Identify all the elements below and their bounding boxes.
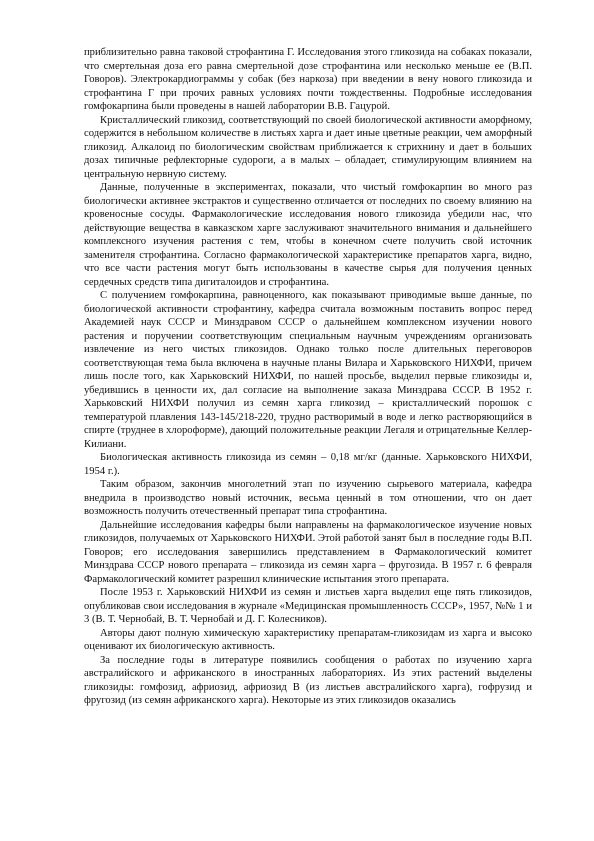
paragraph-7: Дальнейшие исследования кафедры были направлены на фармакологическое изучение новых гликозидов, получаемых от Харьковского НИХФИ. Этой работой занят был в последние годы В.П. Говоров; его исследования завершились представлением в Фармакологический комитет Минздрава СССР нового препарата – гликозида из семян харга – фругозида. В 1957 г. 6 февраля Фармакологический комитет разрешил клинические испытания этого препарата. — [84, 519, 532, 585]
paragraph-6: Таким образом, закончив многолетний этап по изучению сырьевого материала, кафедра внедрила в производство новый источник, весьма ценный в том отношении, что он дает возможность получить отечественный препарат типа строфантина. — [84, 479, 532, 517]
paragraph-4: С получением гомфокарпина, равноценного, как показывают приводимые выше данные, по биологической активности строфантину, кафедра считала возможным поставить вопрос перед Академией наук СССР и Минздравом СССР о дальнейшем комплексном изучении нового растения и поручении соответствующим специальным научным учреждениям организовать извлечение из него чистых гликозидов. Однако только после длительных переговоров соответствующая тема была включена в научные планы Вилара и Харьковского НИХФИ, причем лишь после того, как Харьковский НИХФИ, по нашей просьбе, выделил первые гликозиды и, убедившись в ценности их, дал согласие на выполнение заказа Минздрава СССР. В 1952 г. Харьковский НИХФИ получил из семян харга гликозид – кристаллический порошок с температурой плавления 143-145/218-220, трудно растворимый в воде и легко растворяющийся в спирте (труднее в хлороформе), дающий положительные реакции Легаля и отрицательные Келлер-Килиани. — [84, 290, 532, 450]
paragraph-3: Данные, полученные в экспериментах, показали, что чистый гомфокарпин во много раз биологически активнее экстрактов и существенно отличается от последних по своему влиянию на кровеносные сосуды. Фармакологические исследования нового гликозида убедили нас, что действующие вещества в кавказском харге заслуживают значительного внимания и дальнейшего комплексного изучения растения с тем, чтобы в конечном счете получить свой источник заменителя строфантина. Согласно фармакологической характеристике препаратов харга, видно, что все части растения могут быть использованы в качестве сырья для получения ценных сердечных средств типа дигиталоидов и строфантина. — [84, 182, 532, 288]
paragraph-10: За последние годы в литературе появились сообщения о работах по изучению харга австралийского и африканского в иностранных лабораториях. Из этих растений выделены гликозиды: гомфозид, африозид, африозид В (из листьев австралийского харга), гофрузид и фругозид (из семян африканского харга). Некоторые из этих гликозидов оказались — [84, 654, 532, 706]
paragraph-8: После 1953 г. Харьковский НИХФИ из семян и листьев харга выделил еще пять гликозидов, опубликовав свои исследования в журнале «Медицинская промышленность СССР», 1957, №№ 1 и 3 (В. Т. Чернобай, В. Т. Чернобай и Д. Г. Колесников). — [84, 587, 532, 625]
paragraph-9: Авторы дают полную химическую характеристику препаратам-гликозидам из харга и высоко оценивают их биологическую активность. — [84, 627, 532, 652]
paragraph-5: Биологическая активность гликозида из семян – 0,18 мг/кг (данные. Харьковского НИХФИ, 1954 г.). — [84, 452, 532, 477]
paragraph-2: Кристаллический гликозид, соответствующий по своей биологической активности аморфному, содержится в небольшом количестве в листьях харга и дает иные цветные реакции, чем аморфный гликозид. Алкалоид по биологическим свойствам приближается к стрихнину и дает в больших дозах типичные рефлекторные судороги, а в малых – обладает, стимулирующим влиянием на центральную нервную систему. — [84, 114, 532, 180]
paragraph-1: приблизительно равна таковой строфантина Г. Исследования этого гликозида на собаках показали, что смертельная доза его равна смертельной дозе строфантина или несколько меньше ее (В.П. Говоров). Электрокардиограммы у собак (без наркоза) при введении в вену нового гликозида и строфантина Г при прочих равных условиях почти тождественны. Подробные исследования гомфокарпина были проведены в нашей лаборатории В.В. Гацурой. — [84, 47, 532, 112]
